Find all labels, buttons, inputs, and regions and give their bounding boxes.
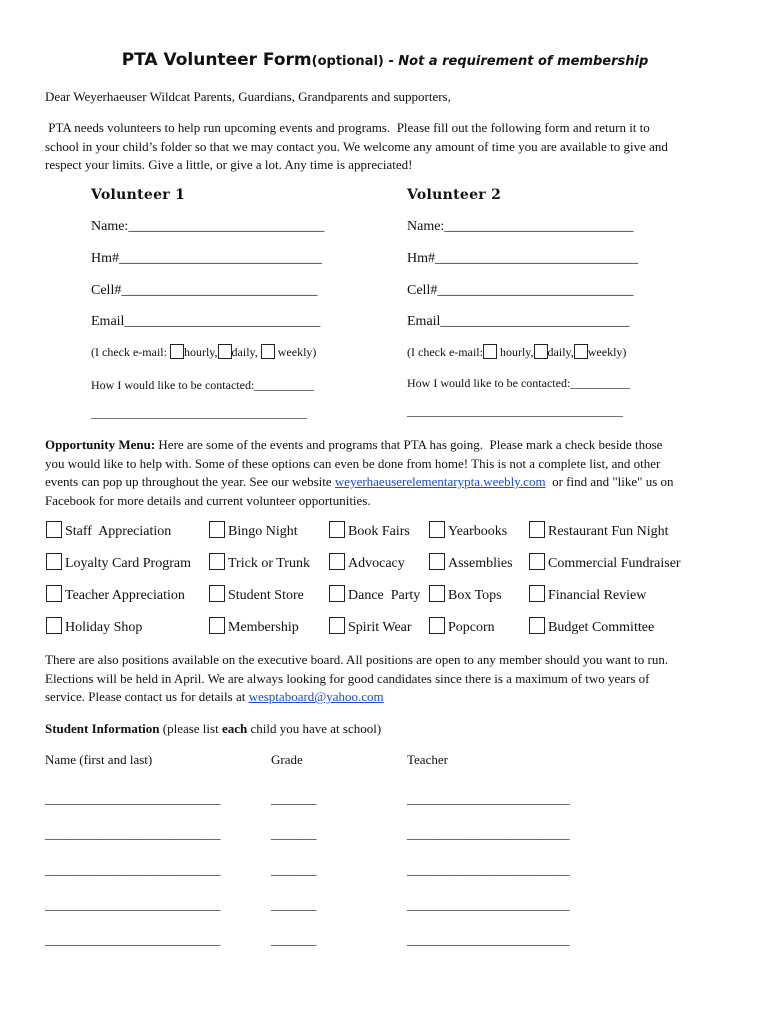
volunteer1-heading: Volunteer 1 — [91, 187, 186, 203]
student-teacher-line[interactable]: _________________________ — [407, 791, 570, 806]
option-label: Restaurant Fun Night — [548, 524, 669, 539]
volunteer2-email-field[interactable]: Email___________________________ — [407, 314, 630, 329]
opportunity-option[interactable] — [209, 553, 310, 572]
greeting: Dear Weyerhaeuser Wildcat Parents, Guardians, Grandparents and supporters, — [45, 89, 451, 104]
opportunity-line: you would like to help with. Some of these options can even be done from home! This is not a complete list, and other — [45, 455, 661, 471]
col-teacher-header: Teacher — [407, 752, 448, 767]
opportunity-option[interactable] — [429, 585, 502, 604]
volunteer2-blank-line[interactable]: ____________________________________ — [407, 404, 623, 418]
volunteer2-heading: Volunteer 2 — [407, 187, 502, 203]
option-checkbox[interactable] — [529, 553, 545, 570]
option-checkbox[interactable] — [329, 617, 345, 634]
intro-line: respect your limits. Give a little, or give a lot. Any time is appreciated! — [45, 157, 413, 173]
col-name-header: Name (first and last) — [45, 752, 153, 767]
option-checkbox[interactable] — [529, 521, 545, 538]
volunteer1-blank-line[interactable]: ____________________________________ — [91, 406, 307, 420]
intro-line: PTA needs volunteers to help run upcoming events and programs. Please fill out the following form and return it to — [45, 120, 650, 135]
volunteer2-hm-field[interactable]: Hm#_____________________________ — [407, 251, 638, 266]
option-label: Box Tops — [448, 588, 502, 603]
student-teacher-line[interactable]: _________________________ — [407, 862, 570, 877]
volunteer2-daily-checkbox[interactable] — [534, 344, 548, 359]
volunteer2-weekly-checkbox[interactable] — [574, 344, 588, 359]
opportunity-option[interactable] — [329, 521, 410, 540]
opportunity-option[interactable] — [46, 617, 142, 636]
opportunity-option[interactable] — [209, 521, 298, 540]
opportunity-label: Opportunity Menu: — [45, 437, 156, 452]
option-label: Loyalty Card Program — [65, 556, 191, 571]
volunteer1-cell-field[interactable]: Cell#____________________________ — [91, 283, 318, 298]
opportunity-option[interactable] — [46, 553, 191, 572]
board-line: Elections will be held in April. We are always looking for good candidates since there is a maximum of two years of — [45, 670, 650, 686]
option-label: Holiday Shop — [65, 620, 143, 635]
option-label: Financial Review — [548, 588, 647, 603]
intro-line: school in your child’s folder so that we may contact you. We welcome any amount of time you are available to give and — [45, 138, 668, 154]
opportunity-option[interactable] — [429, 617, 495, 636]
student-teacher-line[interactable]: _________________________ — [407, 826, 570, 841]
volunteer1-contact-field[interactable]: How I would like to be contacted:__________ — [91, 378, 315, 392]
volunteer1-email-frequency — [91, 344, 316, 360]
form-title — [0, 50, 770, 70]
opportunity-line: or find and "like" us on — [545, 474, 674, 490]
option-label: Commercial Fundraiser — [548, 556, 681, 571]
option-label: Spirit Wear — [348, 620, 412, 635]
board-paragraph — [45, 651, 668, 707]
volunteer1-name-field[interactable]: Name:____________________________ — [91, 219, 325, 234]
volunteer1-email-field[interactable]: Email____________________________ — [91, 314, 321, 329]
option-label: Trick or Trunk — [228, 556, 310, 571]
option-checkbox[interactable] — [329, 585, 345, 602]
student-sub: (please list — [159, 721, 222, 736]
opportunity-option[interactable] — [429, 521, 507, 540]
option-checkbox[interactable] — [429, 617, 445, 634]
hourly-label: hourly, — [183, 345, 218, 359]
volunteer1-hm-field[interactable]: Hm#_____________________________ — [91, 251, 322, 266]
title-main: PTA Volunteer Form — [121, 50, 312, 70]
student-grade-line[interactable]: _______ — [271, 897, 317, 912]
option-label: Membership — [228, 620, 299, 635]
option-checkbox[interactable] — [429, 585, 445, 602]
student-name-line[interactable]: ___________________________ — [45, 791, 221, 806]
student-sub-bold: each — [221, 721, 248, 736]
option-label: Dance Party — [348, 588, 421, 603]
student-name-line[interactable]: ___________________________ — [45, 862, 221, 877]
student-sub: child you have at school) — [247, 721, 382, 736]
option-checkbox[interactable] — [529, 617, 545, 634]
col-grade-header: Grade — [271, 752, 303, 767]
opportunity-option[interactable] — [429, 553, 513, 572]
daily-label: daily, — [547, 345, 574, 359]
option-checkbox[interactable] — [46, 553, 62, 570]
volunteer2-hourly-checkbox[interactable] — [483, 344, 497, 359]
volunteer2-email-frequency — [407, 344, 626, 360]
check-email-label: (I check e-mail: — [91, 345, 167, 359]
option-checkbox[interactable] — [209, 553, 225, 570]
option-checkbox[interactable] — [329, 553, 345, 570]
option-label: Book Fairs — [348, 524, 410, 539]
title-optional: (optional) - — [311, 54, 399, 69]
board-line: There are also positions available on the executive board. All positions are open to any member should you want to run. — [45, 652, 669, 667]
opportunity-option[interactable] — [46, 585, 185, 604]
intro-paragraph — [45, 119, 668, 175]
student-heading: Student Information — [45, 721, 160, 736]
volunteer2-contact-field[interactable]: How I would like to be contacted:__________ — [407, 376, 631, 390]
weekly-label: weekly) — [277, 345, 317, 359]
option-label: Assemblies — [448, 556, 513, 571]
option-checkbox[interactable] — [209, 585, 225, 602]
option-label: Budget Committee — [548, 620, 655, 635]
option-label: Student Store — [228, 588, 304, 603]
board-email-link[interactable]: wesptaboard@yahoo.com — [248, 689, 384, 705]
student-grade-line[interactable]: _______ — [271, 862, 317, 877]
student-grade-line[interactable]: _______ — [271, 826, 317, 841]
student-name-line[interactable]: ___________________________ — [45, 932, 221, 947]
student-grade-line[interactable]: _______ — [271, 932, 317, 947]
option-checkbox[interactable] — [329, 521, 345, 538]
opportunity-option[interactable] — [46, 521, 171, 540]
opportunity-option[interactable] — [529, 585, 646, 604]
daily-label: daily, — [231, 345, 258, 359]
student-name-line[interactable]: ___________________________ — [45, 826, 221, 841]
opportunity-option[interactable] — [209, 585, 304, 604]
volunteer2-cell-field[interactable]: Cell#____________________________ — [407, 283, 634, 298]
option-checkbox[interactable] — [429, 553, 445, 570]
option-label: Teacher Appreciation — [65, 588, 185, 603]
volunteer1-weekly-checkbox[interactable] — [261, 344, 275, 359]
option-label: Popcorn — [448, 620, 495, 635]
option-checkbox[interactable] — [429, 521, 445, 538]
check-email-label: (I check e-mail: — [407, 345, 483, 359]
student-info-heading — [45, 720, 381, 739]
opportunity-option[interactable] — [329, 617, 412, 636]
option-checkbox[interactable] — [209, 521, 225, 538]
opportunity-option[interactable] — [529, 521, 669, 540]
student-teacher-line[interactable]: _________________________ — [407, 932, 570, 947]
option-label: Staff Appreciation — [65, 524, 172, 539]
weekly-label: weekly) — [587, 345, 627, 359]
opportunity-option[interactable] — [329, 585, 420, 604]
volunteer1-hourly-checkbox[interactable] — [170, 344, 184, 359]
option-checkbox[interactable] — [46, 585, 62, 602]
student-name-line[interactable]: ___________________________ — [45, 897, 221, 912]
volunteer1-daily-checkbox[interactable] — [218, 344, 232, 359]
title-italic: Not a requirement of membership — [398, 54, 649, 69]
opportunity-option[interactable] — [529, 553, 681, 572]
option-checkbox[interactable] — [209, 617, 225, 634]
option-checkbox[interactable] — [529, 585, 545, 602]
option-label: Yearbooks — [448, 524, 508, 539]
student-grade-line[interactable]: _______ — [271, 791, 317, 806]
opportunity-option[interactable] — [329, 553, 405, 572]
opportunity-line: Here are some of the events and programs that PTA has going. Please mark a check beside those — [155, 437, 663, 452]
option-checkbox[interactable] — [46, 617, 62, 634]
option-label: Bingo Night — [228, 524, 298, 539]
student-teacher-line[interactable]: _________________________ — [407, 897, 570, 912]
website-link[interactable]: weyerhaeuserelementarypta.weebly.com — [334, 474, 546, 490]
opportunity-option[interactable] — [529, 617, 654, 636]
hourly-label: hourly, — [499, 345, 534, 359]
opportunity-paragraph — [45, 436, 674, 510]
option-checkbox[interactable] — [46, 521, 62, 538]
volunteer2-name-field[interactable]: Name:___________________________ — [407, 219, 634, 234]
board-line: service. Please contact us for details at — [45, 689, 249, 705]
option-label: Advocacy — [348, 556, 405, 571]
opportunity-option[interactable] — [209, 617, 299, 636]
opportunity-line: Facebook for more details and current volunteer opportunities. — [45, 492, 371, 508]
opportunity-line: events can pop up throughout the year. See our website — [45, 474, 335, 490]
